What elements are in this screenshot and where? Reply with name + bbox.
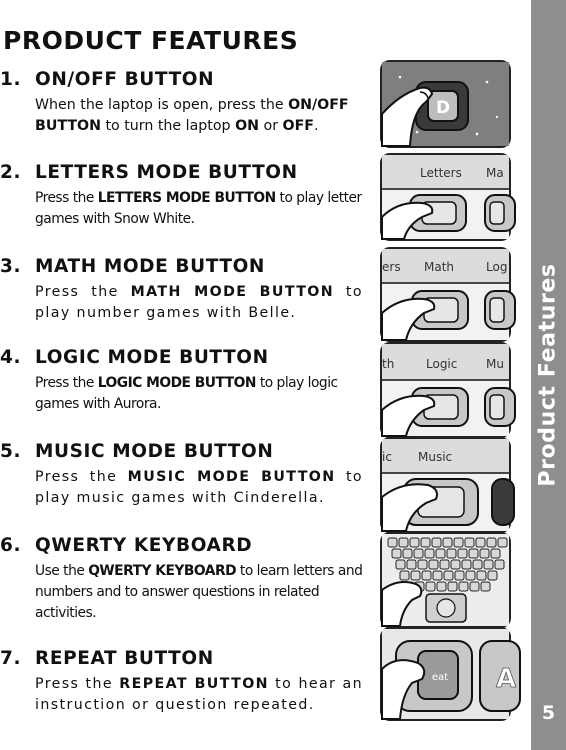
keyboard-key xyxy=(481,582,490,591)
keyboard-key xyxy=(484,560,493,569)
keyboard-key xyxy=(459,582,468,591)
feature-title: QWERTY KEYBOARD xyxy=(35,535,253,556)
thumb-label-repeat: eat xyxy=(431,672,449,683)
music-mode-button-illustration xyxy=(380,437,511,533)
keyboard-key xyxy=(462,560,471,569)
letters-mode-button-illustration xyxy=(380,153,511,241)
keyboard-key xyxy=(447,549,456,558)
feature-title: MATH MODE BUTTON xyxy=(35,256,266,277)
keyboard-key xyxy=(473,560,482,569)
keyboard-key xyxy=(440,560,449,569)
thumb-label-prev: th xyxy=(382,357,395,371)
keyboard-key xyxy=(388,538,397,547)
thumb-label-letters: Letters xyxy=(420,166,462,180)
keyboard-key xyxy=(400,571,409,580)
keyboard-key xyxy=(426,582,435,591)
keyboard-key xyxy=(433,571,442,580)
keyboard-key xyxy=(498,538,507,547)
feature-number: 1. xyxy=(0,69,22,90)
feature-title: ON/OFF BUTTON xyxy=(35,69,215,90)
keyboard-key xyxy=(443,538,452,547)
thumb-label-next: Ma xyxy=(486,166,504,180)
thumb-label-a-key: A xyxy=(496,664,517,694)
keyboard-key xyxy=(403,549,412,558)
thumb-label-prev: ic xyxy=(382,450,392,464)
feature-description: Press the LOGIC MODE BUTTON to play logic games with Aurora. xyxy=(35,375,338,412)
keyboard-key xyxy=(451,560,460,569)
feature-description: When the laptop is open, press the ON/OFF BUTTON to turn the laptop ON or OFF. xyxy=(35,97,349,134)
thumb-label-next: Mu xyxy=(486,357,504,371)
keyboard-key xyxy=(466,571,475,580)
keyboard-key xyxy=(470,582,479,591)
svg-text:D: D xyxy=(435,98,451,118)
keyboard-key xyxy=(465,538,474,547)
keyboard-key xyxy=(437,582,446,591)
keyboard-key xyxy=(425,549,434,558)
keyboard-key xyxy=(414,549,423,558)
thumb-label-music: Music xyxy=(418,450,453,464)
page-title: PRODUCT FEATURES xyxy=(3,26,299,55)
feature-number: 7. xyxy=(0,648,22,669)
thumb-label-next: Log xyxy=(486,260,508,274)
qwerty-keyboard-illustration xyxy=(380,532,511,628)
keyboard-key xyxy=(495,560,504,569)
keyboard-key xyxy=(444,571,453,580)
page-number: 5 xyxy=(541,702,556,724)
keyboard-key xyxy=(410,538,419,547)
feature-number: 4. xyxy=(0,347,22,368)
keyboard-key xyxy=(491,549,500,558)
keyboard-key xyxy=(418,560,427,569)
keyboard-key xyxy=(448,582,457,591)
sidebar-label: Product Features xyxy=(535,263,561,487)
keyboard-key xyxy=(476,538,485,547)
keyboard-key xyxy=(436,549,445,558)
keyboard-key xyxy=(421,538,430,547)
feature-description: Use the QWERTY KEYBOARD to learn letters and numbers and to answer questions in related activities. xyxy=(35,563,363,621)
keyboard-key xyxy=(480,549,489,558)
repeat-button-illustration xyxy=(380,627,517,721)
math-mode-button-illustration xyxy=(380,247,511,342)
feature-number: 3. xyxy=(0,256,22,277)
feature-title: MUSIC MODE BUTTON xyxy=(35,441,274,462)
keyboard-key xyxy=(454,538,463,547)
keyboard-key xyxy=(477,571,486,580)
thumb-label-prev: ers xyxy=(382,260,401,274)
feature-title: LETTERS MODE BUTTON xyxy=(35,162,298,183)
keyboard-key xyxy=(399,538,408,547)
keyboard-key xyxy=(432,538,441,547)
feature-number: 2. xyxy=(0,162,22,183)
logic-mode-button-illustration xyxy=(380,342,511,438)
keyboard-key xyxy=(422,571,431,580)
thumb-label-math: Math xyxy=(424,260,455,274)
keyboard-key xyxy=(458,549,467,558)
keyboard-key xyxy=(392,549,401,558)
keyboard-key xyxy=(429,560,438,569)
feature-number: 5. xyxy=(0,441,22,462)
feature-description: Press the REPEAT BUTTON to hear an instruction or question repeated. xyxy=(35,676,363,713)
keyboard-key xyxy=(469,549,478,558)
feature-title: LOGIC MODE BUTTON xyxy=(35,347,269,368)
keyboard-key xyxy=(487,538,496,547)
keyboard-key xyxy=(407,560,416,569)
feature-description: Press the MUSIC MODE BUTTON to play music games with Cinderella. xyxy=(35,469,363,506)
keyboard-key xyxy=(455,571,464,580)
keyboard-key xyxy=(411,571,420,580)
keyboard-key xyxy=(396,560,405,569)
feature-number: 6. xyxy=(0,535,22,556)
feature-title: REPEAT BUTTON xyxy=(35,648,214,669)
thumb-label-logic: Logic xyxy=(426,357,458,371)
feature-description: Press the MATH MODE BUTTON to play number games with Belle. xyxy=(35,284,363,321)
feature-description: Press the LETTERS MODE BUTTON to play letter games with Snow White. xyxy=(35,190,362,227)
on-off-button-illustration xyxy=(380,60,511,148)
keyboard-key xyxy=(488,571,497,580)
